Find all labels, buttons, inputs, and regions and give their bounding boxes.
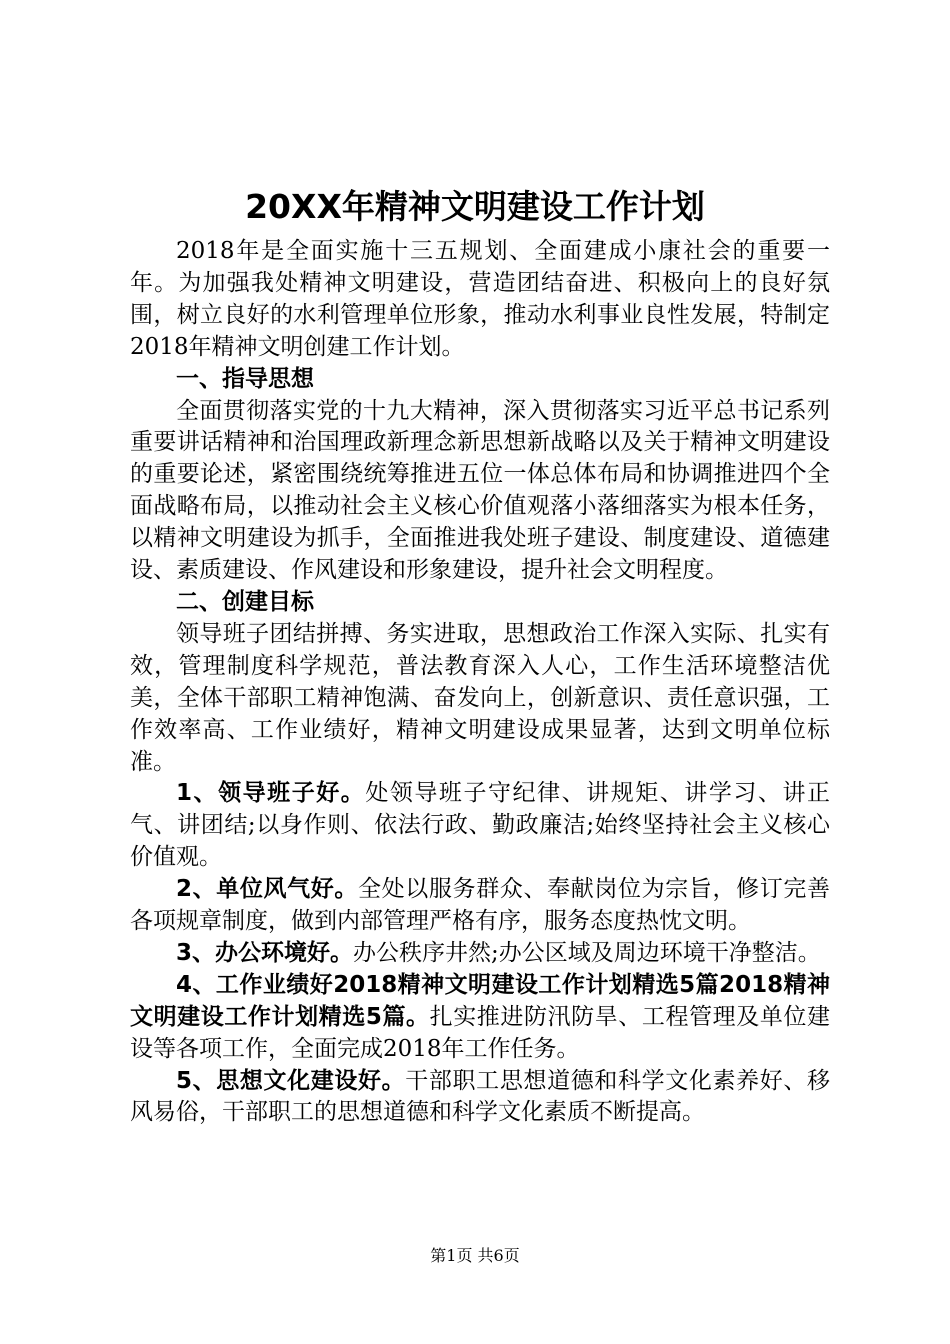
goal-item-office-environment (130, 938, 830, 970)
page-number-footer: 第1页 共6页 (430, 1246, 520, 1265)
intro-paragraph: 2018年是全面实施十三五规划、全面建成小康社会的重要一年。为加强我处精神文明建设，营造团结奋进、积极向上的良好氛围，树立良好的水利管理单位形象，推动水利事业良性发展，特制定2018年精神文明创建工作计划。 (130, 238, 830, 360)
goal-item-lead: 3、办公环境好。 (176, 939, 354, 966)
goal-item-lead: 5、思想文化建设好。 (176, 1067, 406, 1094)
section-paragraph-guiding-thought: 全面贯彻落实党的十九大精神，深入贯彻落实习近平总书记系列重要讲话精神和治国理政新理念新思想新战略以及关于精神文明建设的重要论述，紧密围绕统筹推进五位一体总体布局和协调推进四个全面战略布局，以推动社会主义核心价值观落小落细落实为根本任务，以精神文明建设为抓手，全面推进我处班子建设、制度建设、道德建设、素质建设、作风建设和形象建设，提升社会文明程度。 (130, 397, 830, 584)
section-paragraph-goals: 领导班子团结拼搏、务实进取，思想政治工作深入实际、扎实有效，管理制度科学规范，普法教育深入人心，工作生活环境整洁优美，全体干部职工精神饱满、奋发向上，创新意识、责任意识强，工作效率高、工作业绩好，精神文明建设成果显著，达到文明单位标准。 (130, 620, 830, 775)
page-title: 20XX年精神文明建设工作计划 (245, 187, 705, 226)
goal-item-text: 办公秩序井然;办公区域及周边环境干净整洁。 (353, 939, 821, 966)
goal-item-lead: 1、领导班子好。 (176, 780, 366, 807)
goal-item-text: 全处以服务群众、奉献岗位为宗旨，修订完善各项规章制度，做到内部管理严格有序，服务态度热忱文明。 (130, 876, 830, 935)
goal-item-text: 处领导班子守纪律、讲规矩、讲学习、讲正气、讲团结;以身作则、依法行政、勤政廉洁;始终坚持社会主义核心价值观。 (130, 780, 830, 871)
goal-item-atmosphere (130, 874, 830, 938)
section-heading-goals: 二、创建目标 (176, 588, 314, 615)
goal-item-performance (130, 970, 830, 1066)
goal-item-lead: 4、工作业绩好2018精神文明建设工作计划精选5篇2018精神文明建设工作计划精选5篇。 (130, 971, 830, 1030)
goal-item-text: 扎实推进防汛防旱、工程管理及单位建设等各项工作，全面完成2018年工作任务。 (130, 1003, 830, 1062)
goal-item-text: 干部职工思想道德和科学文化素养好、移风易俗，干部职工的思想道德和科学文化素质不断提高。 (130, 1067, 830, 1126)
goal-item-lead: 2、单位风气好。 (176, 876, 359, 903)
goal-item-leadership (130, 778, 830, 874)
section-heading-guiding-thought: 一、指导思想 (176, 365, 314, 392)
document-body (130, 236, 830, 1129)
goal-item-culture (130, 1066, 830, 1130)
